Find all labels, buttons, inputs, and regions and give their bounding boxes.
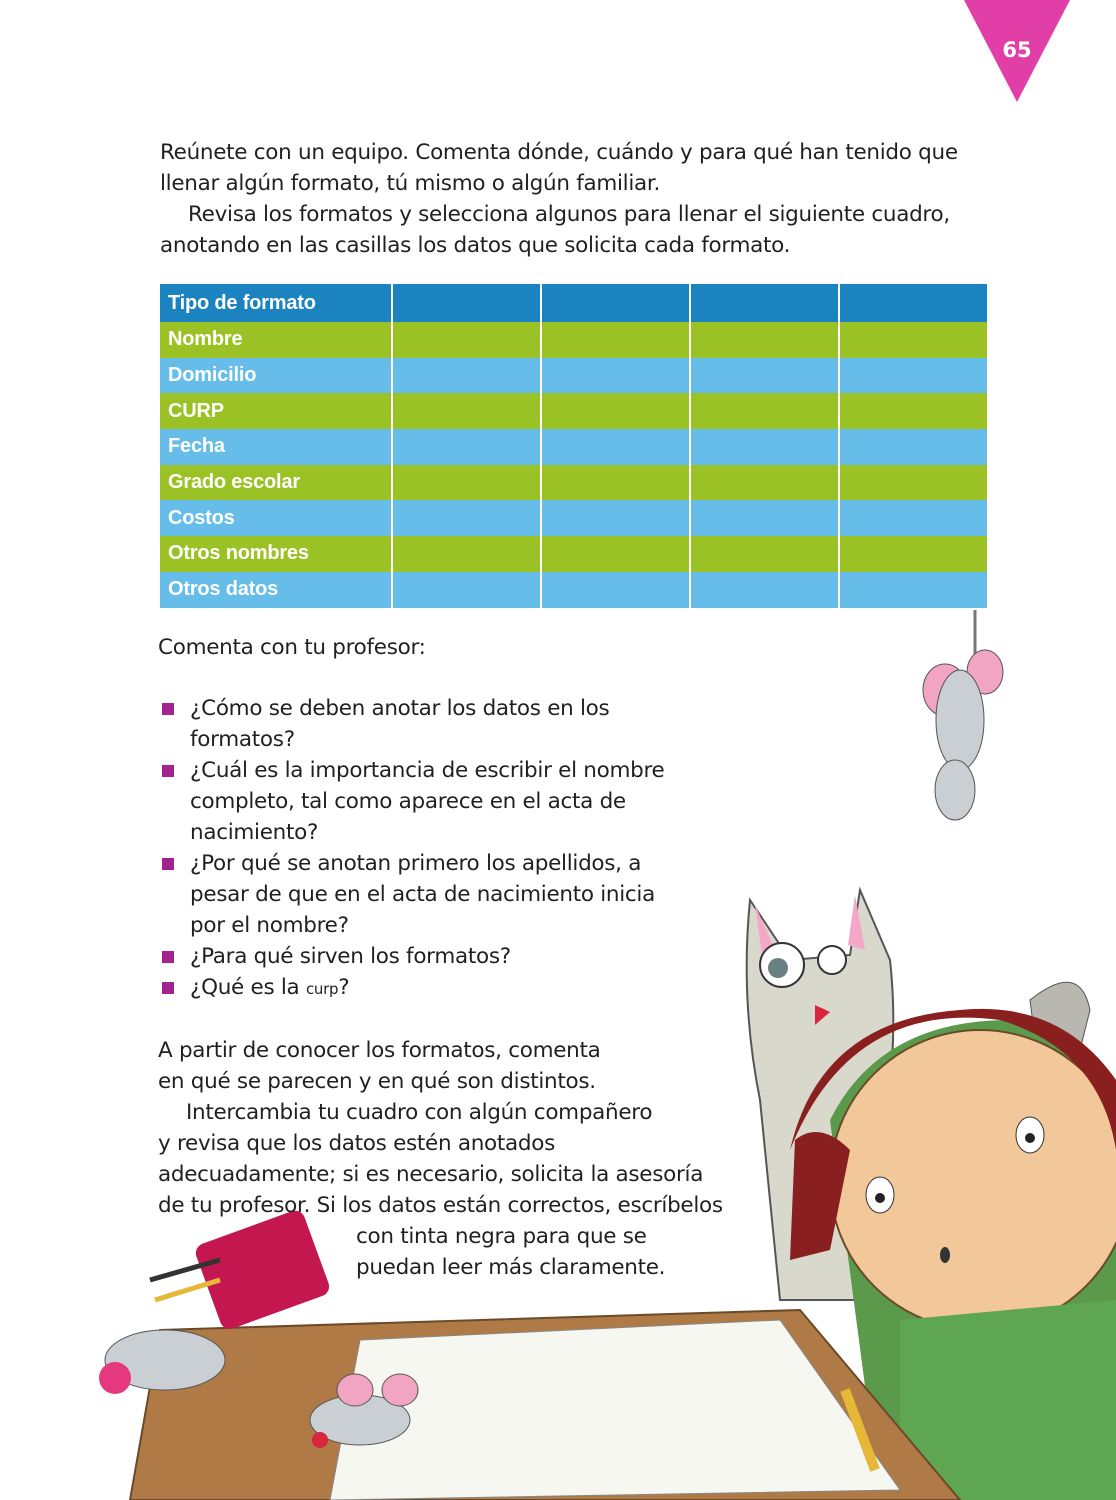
text-line: ¿Cómo se deben anotar los datos en los — [190, 696, 610, 721]
text-line: adecuadamente; si es necesario, solicita la asesoría — [158, 1162, 704, 1187]
text-line: en qué se parecen y en qué son distintos. — [158, 1069, 596, 1094]
table-cell[interactable] — [541, 429, 690, 465]
hanging-mouse-illustration — [923, 610, 1003, 820]
text-line: ¿Por qué se anotan primero los apellidos, a — [190, 851, 642, 876]
row-label: Otros nombres — [160, 536, 392, 572]
curp-smallcaps: curp — [305, 980, 339, 998]
text-line: de tu profesor. Si los datos están correctos, escríbelos — [158, 1193, 723, 1218]
closing-paragraph — [158, 1035, 723, 1283]
table-header-row — [160, 284, 987, 322]
table-row — [160, 322, 987, 358]
table-cell[interactable] — [839, 465, 987, 501]
text-line: completo, tal como aparece en el acta de — [190, 789, 626, 814]
row-label: Grado escolar — [160, 465, 392, 501]
row-label: Tipo de formato — [160, 284, 392, 322]
text-line: por el nombre? — [190, 913, 349, 938]
formats-table — [160, 284, 987, 608]
table-cell[interactable] — [839, 536, 987, 572]
row-label: Domicilio — [160, 358, 392, 394]
table-cell[interactable] — [541, 465, 690, 501]
table-cell[interactable] — [392, 429, 541, 465]
bullet-square-icon — [162, 951, 174, 963]
row-label: CURP — [160, 393, 392, 429]
text-line: Intercambia tu cuadro con algún compañero — [186, 1100, 653, 1125]
page-number: 65 — [1002, 38, 1032, 62]
table-cell[interactable] — [392, 465, 541, 501]
table-cell[interactable] — [392, 358, 541, 394]
list-item — [160, 755, 664, 848]
list-item — [160, 972, 664, 1005]
table-row — [160, 465, 987, 501]
list-item — [160, 848, 664, 941]
table-row — [160, 358, 987, 394]
row-label: Nombre — [160, 322, 392, 358]
text-line: y revisa que los datos estén anotados — [158, 1131, 556, 1156]
table-cell[interactable] — [839, 322, 987, 358]
bullet-square-icon — [162, 765, 174, 777]
table-cell[interactable] — [839, 572, 987, 608]
text: ¿Qué es la — [190, 975, 306, 1000]
text-line: con tinta negra para que se — [356, 1224, 647, 1249]
text-line: Reúnete con un equipo. Comenta dónde, cuándo y para qué han tenido que — [160, 140, 958, 165]
text-line: puedan leer más claramente. — [356, 1255, 666, 1280]
table-cell[interactable] — [541, 358, 690, 394]
table-cell[interactable] — [392, 500, 541, 536]
table-cell[interactable] — [690, 322, 839, 358]
table-cell[interactable] — [690, 536, 839, 572]
table-cell[interactable] — [690, 393, 839, 429]
bullet-square-icon — [162, 858, 174, 870]
table-cell[interactable] — [541, 322, 690, 358]
text-line: ¿Para qué sirven los formatos? — [190, 944, 511, 969]
text-line: nacimiento? — [190, 820, 319, 845]
table-cell[interactable] — [690, 358, 839, 394]
table-cell[interactable] — [541, 500, 690, 536]
table-cell[interactable] — [392, 284, 541, 322]
table-cell[interactable] — [839, 393, 987, 429]
question-list — [160, 693, 664, 1005]
table-cell[interactable] — [541, 284, 690, 322]
table-cell[interactable] — [690, 284, 839, 322]
text-line: llenar algún formato, tú mismo o algún familiar. — [160, 171, 660, 196]
list-item — [160, 693, 664, 755]
table-cell[interactable] — [541, 393, 690, 429]
row-label: Costos — [160, 500, 392, 536]
table-cell[interactable] — [392, 572, 541, 608]
comment-heading: Comenta con tu profesor: — [158, 635, 426, 660]
table-row — [160, 572, 987, 608]
text-line: anotando en las casillas los datos que solicita cada formato. — [160, 233, 791, 258]
table-cell[interactable] — [392, 536, 541, 572]
intro-paragraph — [160, 137, 958, 261]
bullet-square-icon — [162, 982, 174, 994]
list-item — [160, 941, 664, 972]
bullet-square-icon — [162, 703, 174, 715]
text: ? — [338, 975, 350, 1000]
table-cell[interactable] — [839, 358, 987, 394]
table-cell[interactable] — [690, 572, 839, 608]
text-line: Revisa los formatos y selecciona algunos para llenar el siguiente cuadro, — [188, 202, 950, 227]
table-row — [160, 500, 987, 536]
table-cell[interactable] — [690, 465, 839, 501]
text-line: formatos? — [190, 727, 295, 752]
row-label: Fecha — [160, 429, 392, 465]
table-cell[interactable] — [541, 536, 690, 572]
table-cell[interactable] — [690, 429, 839, 465]
table-row — [160, 393, 987, 429]
table-row — [160, 429, 987, 465]
table-cell[interactable] — [839, 429, 987, 465]
text-line: ¿Cuál es la importancia de escribir el nombre — [190, 758, 665, 783]
row-label: Otros datos — [160, 572, 392, 608]
text-line: A partir de conocer los formatos, comenta — [158, 1038, 601, 1063]
table-cell[interactable] — [839, 284, 987, 322]
table-row — [160, 536, 987, 572]
text-line: pesar de que en el acta de nacimiento inicia — [190, 882, 655, 907]
table-cell[interactable] — [690, 500, 839, 536]
desk-illustration — [130, 1310, 960, 1500]
table-cell[interactable] — [392, 393, 541, 429]
table-cell[interactable] — [541, 572, 690, 608]
table-cell[interactable] — [839, 500, 987, 536]
table-cell[interactable] — [392, 322, 541, 358]
